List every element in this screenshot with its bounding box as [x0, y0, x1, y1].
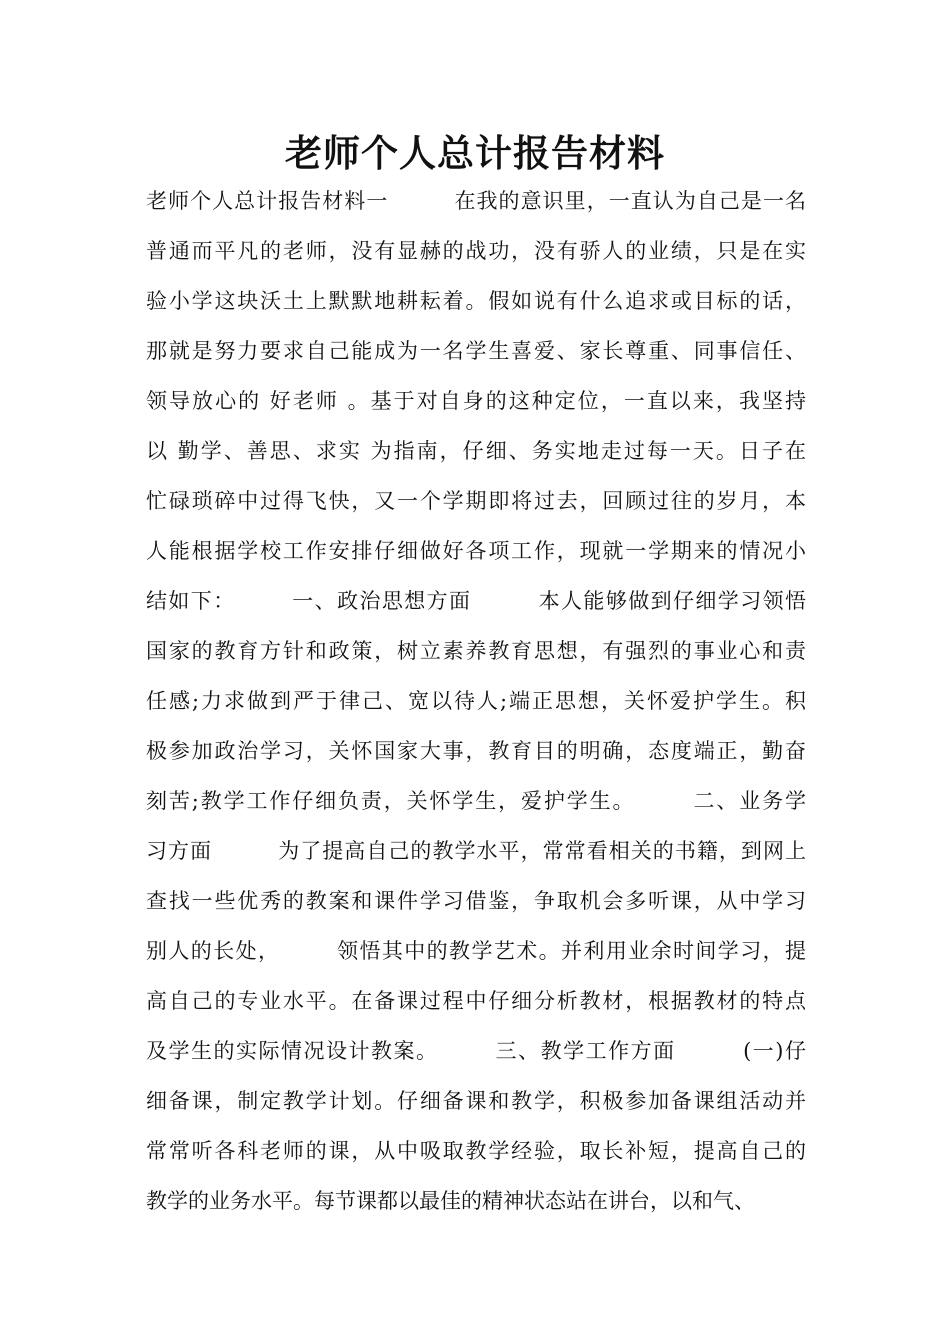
body-line: 高自己的专业水平。在备课过程中仔细分析教材，根据教材的特点 — [146, 989, 806, 1013]
body-line: 常常听各科老师的课，从中吸取教学经验，取长补短，提高自己的 — [146, 1139, 806, 1163]
body-line: 领导放心的 好老师 。基于对自身的这种定位，一直以来，我坚持 — [146, 389, 806, 413]
body-line: 以 勤学、善思、求实 为指南，仔细、务实地走过每一天。日子在 — [146, 439, 806, 463]
document-body — [146, 180, 806, 1230]
body-line: 结如下： 一、政治思想方面 本人能够做到仔细学习领悟 — [146, 589, 806, 613]
body-line: 国家的教育方针和政策，树立素养教育思想，有强烈的事业心和责 — [146, 639, 806, 663]
body-line: 任感;力求做到严于律己、宽以待人;端正思想，关怀爱护学生。积 — [146, 689, 806, 713]
body-line: 忙碌琐碎中过得飞快，又一个学期即将过去，回顾过往的岁月，本 — [146, 489, 806, 513]
body-line: 那就是努力要求自己能成为一名学生喜爱、家长尊重、同事信任、 — [146, 339, 806, 363]
body-line: 及学生的实际情况设计教案。 三、教学工作方面 (一)仔 — [146, 1039, 806, 1063]
document-title: 老师个人总计报告材料 — [285, 131, 665, 175]
body-line: 别人的长处， 领悟其中的教学艺术。并利用业余时间学习，提 — [146, 939, 806, 963]
body-line: 习方面 为了提高自己的教学水平，常常看相关的书籍，到网上 — [146, 839, 806, 863]
body-line: 老师个人总计报告材料一 在我的意识里，一直认为自己是一名 — [146, 189, 806, 213]
body-line: 细备课，制定教学计划。仔细备课和教学，积极参加备课组活动并 — [146, 1089, 806, 1113]
body-line: 查找一些优秀的教案和课件学习借鉴，争取机会多听课，从中学习 — [146, 889, 806, 913]
body-line: 验小学这块沃土上默默地耕耘着。假如说有什么追求或目标的话， — [146, 289, 806, 313]
body-line: 极参加政治学习，关怀国家大事，教育目的明确，态度端正，勤奋 — [146, 739, 806, 763]
body-line: 人能根据学校工作安排仔细做好各项工作，现就一学期来的情况小 — [146, 539, 806, 563]
body-line: 普通而平凡的老师，没有显赫的战功，没有骄人的业绩，只是在实 — [146, 239, 806, 263]
body-line: 教学的业务水平。每节课都以最佳的精神状态站在讲台，以和气、 — [146, 1189, 755, 1213]
body-line: 刻苦;教学工作仔细负责，关怀学生，爱护学生。 二、业务学 — [146, 789, 806, 813]
